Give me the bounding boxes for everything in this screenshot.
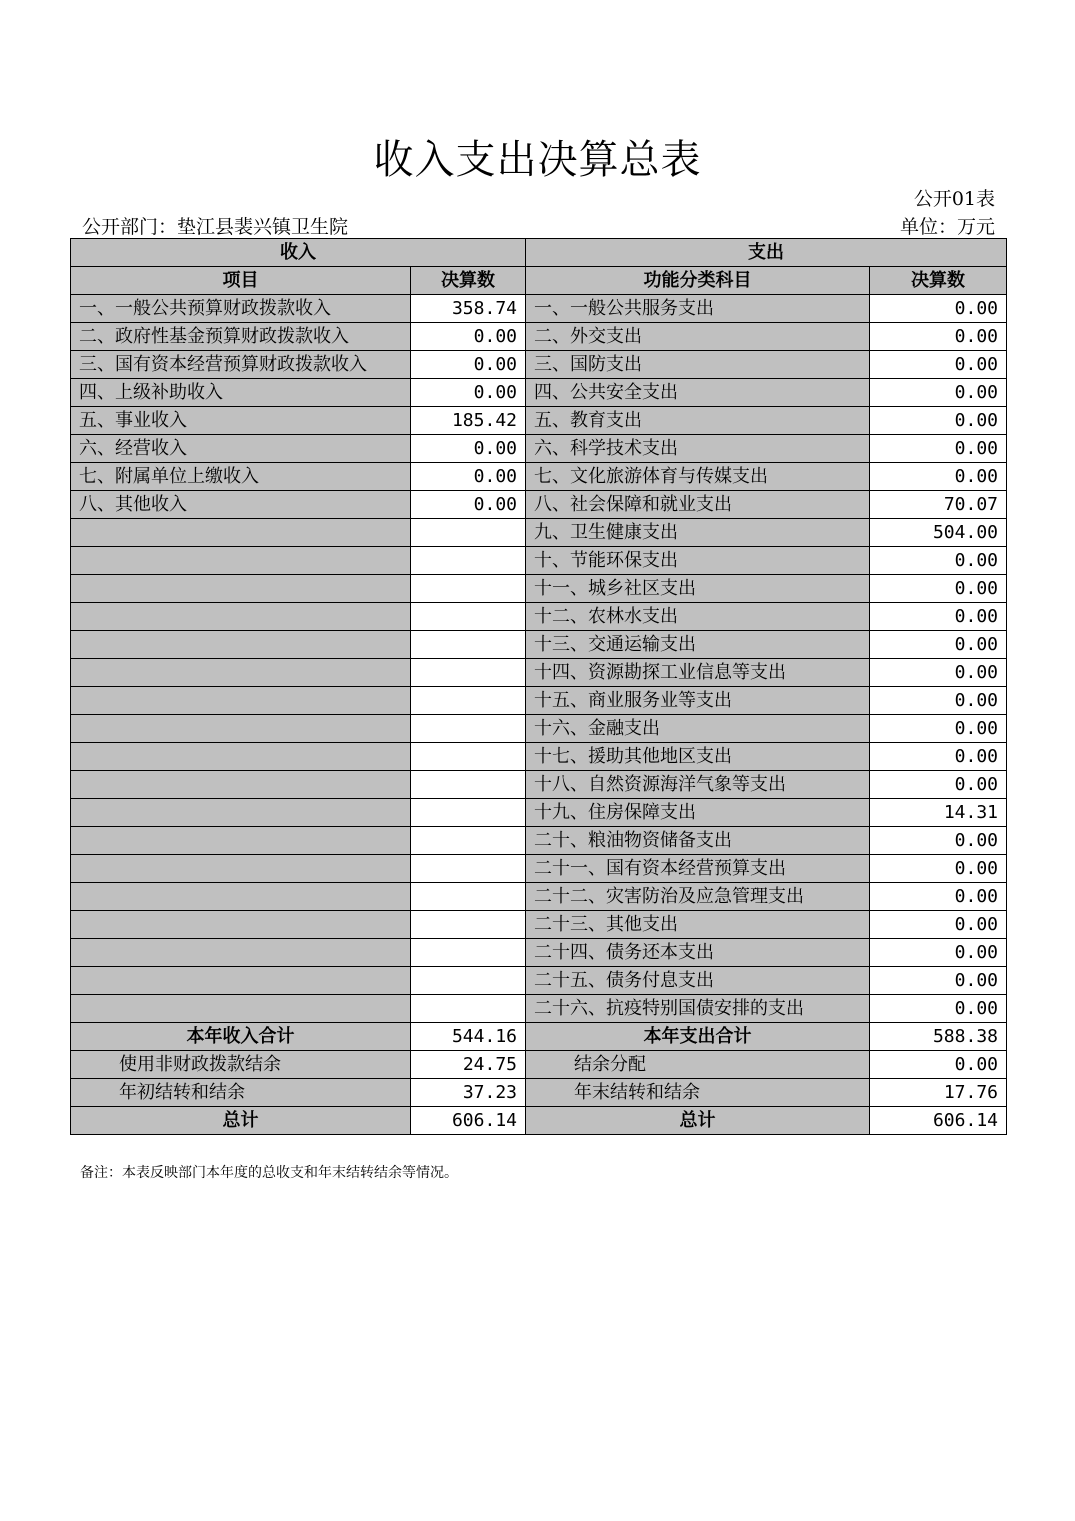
expense-item-value: 0.00 [870,659,1007,687]
empty-cell [71,715,411,743]
table-row [71,995,1007,1023]
budget-table [70,238,1007,1135]
expense-item-label: 十三、交通运输支出 [526,631,870,659]
expense-item-value: 0.00 [870,631,1007,659]
surplus-dist-label: 结余分配 [526,1051,870,1079]
form-code: 公开01表 [913,188,995,210]
income-item-value: 358.74 [411,295,526,323]
expense-item-label: 五、教育支出 [526,407,870,435]
empty-cell [71,799,411,827]
footnote: 备注：本表反映部门本年度的总收支和年末结转结余等情况。 [80,1165,458,1181]
empty-cell [71,771,411,799]
grand-total-right-value: 606.14 [870,1107,1007,1135]
table-row [71,603,1007,631]
empty-cell [411,771,526,799]
end-balance-label: 年末结转和结余 [526,1079,870,1107]
income-item-label: 六、经营收入 [71,435,411,463]
expense-total-label: 本年支出合计 [526,1023,870,1051]
empty-cell [71,519,411,547]
income-item-value: 0.00 [411,351,526,379]
expense-item-value: 504.00 [870,519,1007,547]
expense-item-value: 0.00 [870,743,1007,771]
empty-cell [71,631,411,659]
expense-amount-header: 决算数 [870,267,1007,295]
income-total-value: 544.16 [411,1023,526,1051]
expense-item-value: 0.00 [870,407,1007,435]
empty-cell [411,967,526,995]
income-item-label: 三、国有资本经营预算财政拨款收入 [71,351,411,379]
grand-total-left-value: 606.14 [411,1107,526,1135]
empty-cell [71,911,411,939]
expense-item-value: 0.00 [870,463,1007,491]
table-row [71,911,1007,939]
summary-row-carryover [71,1079,1007,1107]
expense-item-label: 七、文化旅游体育与传媒支出 [526,463,870,491]
expense-item-label: 二十一、国有资本经营预算支出 [526,855,870,883]
summary-row-totals [71,1023,1007,1051]
expense-item-value: 0.00 [870,883,1007,911]
expense-item-label: 六、科学技术支出 [526,435,870,463]
page-title: 收入支出决算总表 [373,137,702,183]
table-row [71,659,1007,687]
income-item-header: 项目 [71,267,411,295]
expense-item-label: 二十五、债务付息支出 [526,967,870,995]
table-row [71,799,1007,827]
expense-item-value: 0.00 [870,687,1007,715]
table-row [71,967,1007,995]
expense-item-value: 0.00 [870,939,1007,967]
table-row [71,939,1007,967]
income-item-value: 185.42 [411,407,526,435]
income-item-label: 五、事业收入 [71,407,411,435]
expense-item-header: 功能分类科目 [526,267,870,295]
income-item-label: 二、政府性基金预算财政拨款收入 [71,323,411,351]
expense-item-value: 0.00 [870,575,1007,603]
expense-item-value: 0.00 [870,295,1007,323]
expense-item-label: 十、节能环保支出 [526,547,870,575]
empty-cell [411,519,526,547]
table-row [71,491,1007,519]
income-item-value: 0.00 [411,323,526,351]
table-row [71,351,1007,379]
expense-item-value: 0.00 [870,995,1007,1023]
expense-item-value: 0.00 [870,351,1007,379]
empty-cell [411,575,526,603]
income-item-label: 一、一般公共预算财政拨款收入 [71,295,411,323]
expense-item-label: 十六、金融支出 [526,715,870,743]
expense-item-label: 二十四、债务还本支出 [526,939,870,967]
empty-cell [71,855,411,883]
expense-item-value: 0.00 [870,911,1007,939]
expense-item-label: 二、外交支出 [526,323,870,351]
table-row [71,575,1007,603]
income-amount-header: 决算数 [411,267,526,295]
empty-cell [411,995,526,1023]
table-row [71,743,1007,771]
empty-cell [411,911,526,939]
empty-cell [411,883,526,911]
expense-item-value: 14.31 [870,799,1007,827]
income-item-label: 七、附属单位上缴收入 [71,463,411,491]
empty-cell [71,687,411,715]
expense-item-label: 十二、农林水支出 [526,603,870,631]
table-row [71,715,1007,743]
empty-cell [71,547,411,575]
expense-item-label: 二十、粮油物资储备支出 [526,827,870,855]
expense-item-label: 三、国防支出 [526,351,870,379]
table-row [71,771,1007,799]
empty-cell [411,687,526,715]
department-label: 公开部门：垫江县裴兴镇卫生院 [82,216,349,238]
expense-item-label: 十八、自然资源海洋气象等支出 [526,771,870,799]
empty-cell [411,631,526,659]
expense-item-label: 二十二、灾害防治及应急管理支出 [526,883,870,911]
income-item-value: 0.00 [411,491,526,519]
expense-item-label: 十四、资源勘探工业信息等支出 [526,659,870,687]
table-row [71,295,1007,323]
expense-item-value: 0.00 [870,715,1007,743]
expense-item-label: 十五、商业服务业等支出 [526,687,870,715]
income-item-label: 四、上级补助收入 [71,379,411,407]
empty-cell [411,827,526,855]
table-row [71,435,1007,463]
income-total-label: 本年收入合计 [71,1023,411,1051]
expense-item-value: 0.00 [870,967,1007,995]
expense-item-label: 一、一般公共服务支出 [526,295,870,323]
empty-cell [411,743,526,771]
unit-label: 单位：万元 [899,216,995,238]
end-balance-value: 17.76 [870,1079,1007,1107]
empty-cell [411,855,526,883]
expense-item-label: 二十六、抗疫特别国债安排的支出 [526,995,870,1023]
expense-item-label: 十九、住房保障支出 [526,799,870,827]
begin-balance-value: 37.23 [411,1079,526,1107]
expense-item-value: 0.00 [870,855,1007,883]
empty-cell [71,827,411,855]
empty-cell [411,715,526,743]
begin-balance-label: 年初结转和结余 [71,1079,411,1107]
table-row [71,547,1007,575]
table-row [71,855,1007,883]
expense-total-value: 588.38 [870,1023,1007,1051]
table-row [71,407,1007,435]
income-item-value: 0.00 [411,463,526,491]
income-section-header: 收入 [71,239,526,267]
table-row [71,883,1007,911]
table-row [71,323,1007,351]
empty-cell [71,743,411,771]
table-row [71,463,1007,491]
empty-cell [71,939,411,967]
empty-cell [71,603,411,631]
table-row [71,631,1007,659]
empty-cell [411,939,526,967]
nonfiscal-value: 24.75 [411,1051,526,1079]
expense-section-header: 支出 [526,239,1007,267]
expense-item-value: 0.00 [870,771,1007,799]
table-row [71,519,1007,547]
empty-cell [71,995,411,1023]
expense-item-label: 四、公共安全支出 [526,379,870,407]
expense-item-value: 0.00 [870,603,1007,631]
table-row [71,687,1007,715]
table-row [71,827,1007,855]
income-item-label: 八、其他收入 [71,491,411,519]
income-item-value: 0.00 [411,435,526,463]
expense-item-label: 十一、城乡社区支出 [526,575,870,603]
expense-item-value: 70.07 [870,491,1007,519]
expense-item-value: 0.00 [870,379,1007,407]
empty-cell [71,659,411,687]
nonfiscal-label: 使用非财政拨款结余 [71,1051,411,1079]
expense-item-value: 0.00 [870,435,1007,463]
header-row-columns [71,267,1007,295]
empty-cell [411,603,526,631]
expense-item-label: 二十三、其他支出 [526,911,870,939]
expense-item-label: 九、卫生健康支出 [526,519,870,547]
empty-cell [411,659,526,687]
expense-item-value: 0.00 [870,827,1007,855]
expense-item-value: 0.00 [870,323,1007,351]
grand-total-right-label: 总计 [526,1107,870,1135]
table-body [71,239,1007,1135]
empty-cell [71,575,411,603]
expense-item-label: 八、社会保障和就业支出 [526,491,870,519]
grand-total-left-label: 总计 [71,1107,411,1135]
expense-item-label: 十七、援助其他地区支出 [526,743,870,771]
empty-cell [71,967,411,995]
surplus-dist-value: 0.00 [870,1051,1007,1079]
empty-cell [411,799,526,827]
header-row-sections [71,239,1007,267]
summary-row-grand-total [71,1107,1007,1135]
expense-item-value: 0.00 [870,547,1007,575]
summary-row-balance [71,1051,1007,1079]
empty-cell [71,883,411,911]
table-row [71,379,1007,407]
empty-cell [411,547,526,575]
income-item-value: 0.00 [411,379,526,407]
